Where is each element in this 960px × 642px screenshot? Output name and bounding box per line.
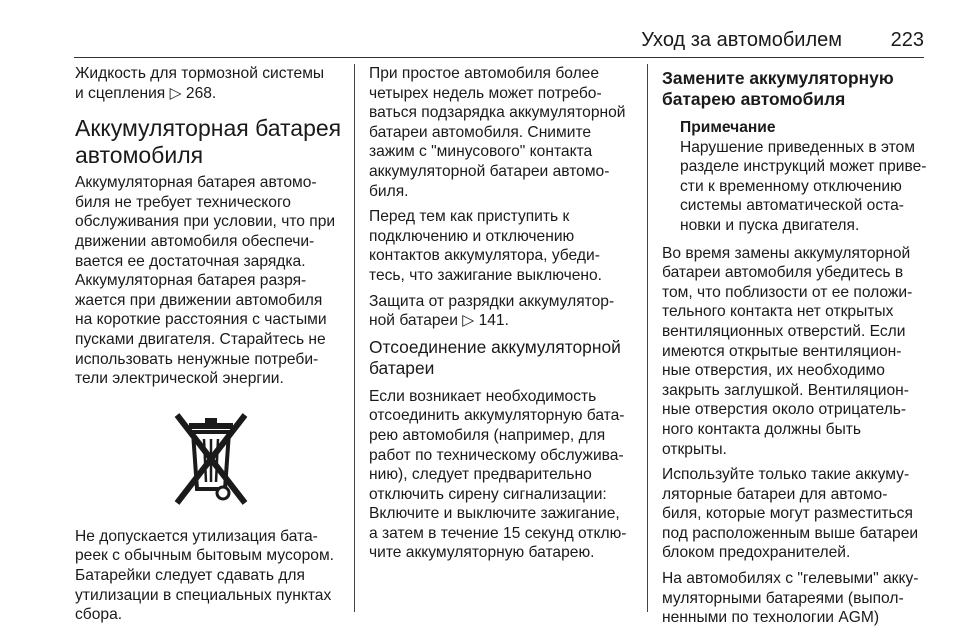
paragraph: Аккумуляторная батарея автомо- биля не требует технического обслуживания при условии, что при движении автомобиля обеспечи- вается ее достаточная зарядка. Аккумуляторная батарея разря- жается при движении автомобиля на короткие расстояния с частыми пусками двигателя. Старайтесь не использовать ненужные потреби- тели электрической энергии. xyxy=(75,174,336,388)
column-divider xyxy=(354,64,355,612)
page-header xyxy=(0,26,960,60)
note-title: Примечание xyxy=(680,119,776,136)
paragraph: Жидкость для тормозной системы и сцепления ▷ 268. xyxy=(75,64,347,103)
column-divider xyxy=(647,64,648,612)
page-reference[interactable]: и сцепления ▷ 268. xyxy=(75,84,217,102)
column-1 xyxy=(75,64,347,631)
paragraph: При простое автомобиля более четырех недель может потребо- ваться подзарядка аккумуляторной батареи автомобиля. Снимите зажим с "минусового" контакта аккумуляторной батареи автомо- биля. xyxy=(369,65,626,200)
paragraph: Не допускается утилизация бата- реек с обычным бытовым мусором. Батарейки следует сдавать для утилизации в специальных пунктах сбора. xyxy=(75,527,334,624)
paragraph: Используйте только такие аккуму- ляторные батареи для автомо- биля, которые могут разместиться под расположенным выше батареи блоком предохранителей. xyxy=(662,466,919,562)
page-number: 223 xyxy=(890,29,924,51)
paragraph: Перед тем как приступить к подключению и отключению контактов аккумулятора, убеди- тесь, что зажигание выключено. xyxy=(369,208,602,284)
header-rule xyxy=(74,57,924,58)
subsection-heading: Замените аккумуляторную батарею автомобиля xyxy=(662,68,894,109)
paragraph: Во время замены аккумуляторной батареи автомобиля убедитесь в том, что поблизости от ее положи- тельного контакта нет открытых вентиляционных отверстий. Если имеются открытые вентиляцион- ные отверстия, их необходимо закрыть заглушкой. Вентиляцион- ные отверстия около отрицатель- ного контакта должны быть открыты. xyxy=(662,244,913,458)
paragraph: Если возникает необходимость отсоединить аккумуляторную бата- рею автомобиля (например, для работ по техническому обслужива- нию), следует предварительно отключить сирену сигнализации: Включите и выключите зажигание, а затем в течение 15 секунд отклю- чите аккумуляторную батарею. xyxy=(369,387,627,562)
note-box: Примечание Нарушение приведенных в этом разделе инструкций может приве- сти к временному отключению системы автоматической оста- новки и пуска двигателя. xyxy=(662,118,932,236)
paragraph: Защита от разрядки аккумулятор- ной батареи ▷ 141. xyxy=(369,292,637,331)
column-3 xyxy=(662,64,932,634)
crossed-out-wheelie-bin-icon xyxy=(75,407,347,511)
page-reference[interactable]: ной батареи ▷ 141. xyxy=(369,312,509,330)
section-heading: Аккумуляторная батарея автомобиля xyxy=(75,115,342,169)
column-2 xyxy=(369,64,637,569)
paragraph: На автомобилях с "гелевыми" акку- муляторными батареями (выпол- ненными по технологии AGM) xyxy=(662,570,919,627)
subsection-heading: Отсоединение аккумуляторной батареи xyxy=(369,336,621,378)
chapter-title: Уход за автомобилем xyxy=(641,29,842,51)
